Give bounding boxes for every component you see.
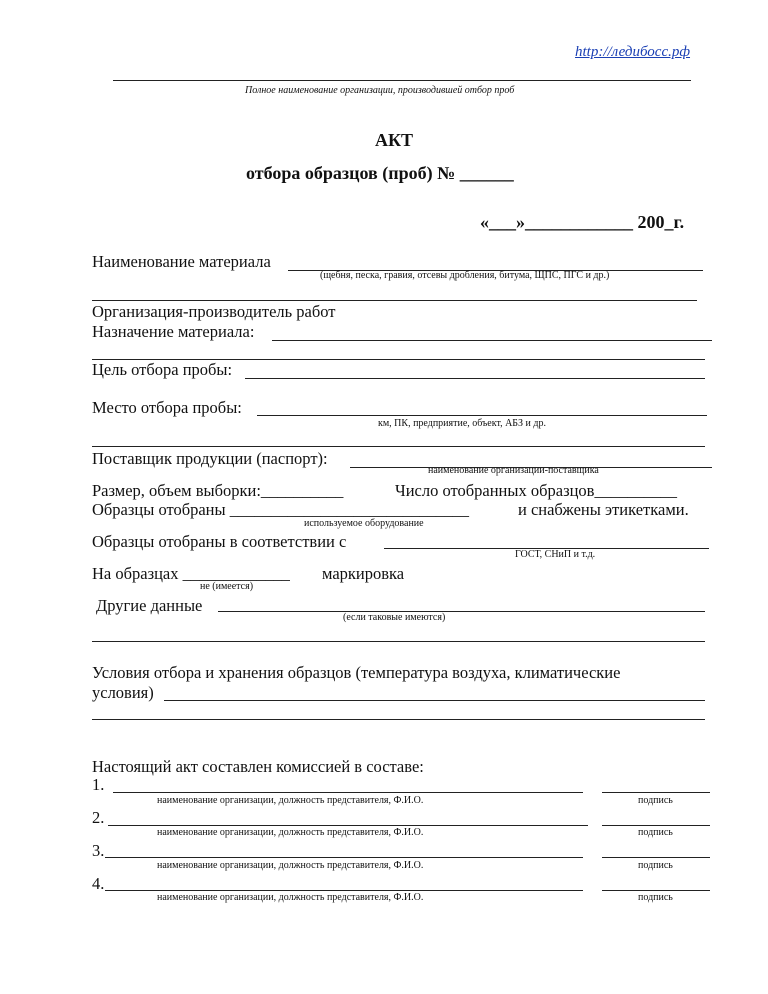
member-signature-line[interactable] [602,825,710,826]
member-info-line[interactable] [105,857,583,858]
sample-size-label: Размер, объем выборки:__________ [92,481,344,500]
member-number: 3. [92,841,105,860]
goal-input-line[interactable] [245,378,705,379]
member-info-hint: наименование организации, должность представителя, Ф.И.О. [157,860,424,871]
act-date: «___»____________ 200_г. [480,212,685,232]
member-number: 1. [92,775,105,794]
equipment-hint: используемое оборудование [304,518,424,529]
act-subtitle: отбора образцов (проб) № ______ [246,163,514,183]
conditions-line2: условия) [92,683,154,702]
conditions-extra-line[interactable] [92,719,705,720]
marking-suffix: маркировка [322,564,405,583]
member-info-line[interactable] [108,825,588,826]
place-extra-line[interactable] [92,446,705,447]
goal-label: Цель отбора пробы: [92,360,233,379]
member-signature-hint: подпись [638,827,673,838]
other-data-label: Другие данные [96,596,203,615]
member-signature-hint: подпись [638,860,673,871]
member-signature-line[interactable] [602,890,710,891]
member-signature-line[interactable] [602,857,710,858]
supplier-label: Поставщик продукции (паспорт): [92,449,328,468]
act-title: АКТ [375,130,414,150]
marking-hint: не (имеется) [200,581,254,592]
samples-taken-label: Образцы отобраны _____________________________ [92,500,469,519]
member-signature-hint: подпись [638,892,673,903]
member-info-hint: наименование организации, должность представителя, Ф.И.О. [157,892,424,903]
conditions-input-line[interactable] [164,700,705,701]
supplier-hint: наименование организации-поставщика [428,465,599,476]
accordance-label: Образцы отобраны в соответствии с [92,532,347,551]
other-data-hint: (если таковые имеются) [343,612,446,623]
commission-intro: Настоящий акт составлен комиссией в составе: [92,757,424,776]
place-input-line[interactable] [257,415,707,416]
purpose-input-line[interactable] [272,340,712,341]
samples-labeled-text: и снабжены этикетками. [518,500,689,519]
member-signature-hint: подпись [638,795,673,806]
member-info-line[interactable] [105,890,583,891]
org-name-caption: Полное наименование организации, производившей отбор проб [245,85,515,96]
producer-label: Организация-производитель работ [92,302,336,321]
marking-prefix: На образцах _____________ [92,564,290,583]
member-info-hint: наименование организации, должность представителя, Ф.И.О. [157,827,424,838]
sample-count-label: Число отобранных образцов__________ [395,481,677,500]
other-data-extra-line[interactable] [92,641,705,642]
material-label: Наименование материала [92,252,271,271]
material-hint: (щебня, песка, гравия, отсевы дробления, битума, ЩПС, ПГС и др.) [320,270,610,281]
accordance-hint: ГОСТ, СНиП и т.д. [515,549,596,560]
place-hint: км, ПК, предприятие, объект, АБЗ и др. [378,418,546,429]
conditions-line1: Условия отбора и хранения образцов (температура воздуха, климатические [92,663,621,682]
other-data-input-line[interactable] [218,611,705,612]
member-number: 4. [92,874,105,893]
website-link[interactable]: http://ледибосс.рф [575,44,691,60]
member-info-line[interactable] [113,792,583,793]
org-name-line [113,80,691,81]
member-number: 2. [92,808,105,827]
member-info-hint: наименование организации, должность представителя, Ф.И.О. [157,795,424,806]
place-label: Место отбора пробы: [92,398,242,417]
purpose-label: Назначение материала: [92,322,255,341]
member-signature-line[interactable] [602,792,710,793]
material-extra-line[interactable] [92,300,697,301]
